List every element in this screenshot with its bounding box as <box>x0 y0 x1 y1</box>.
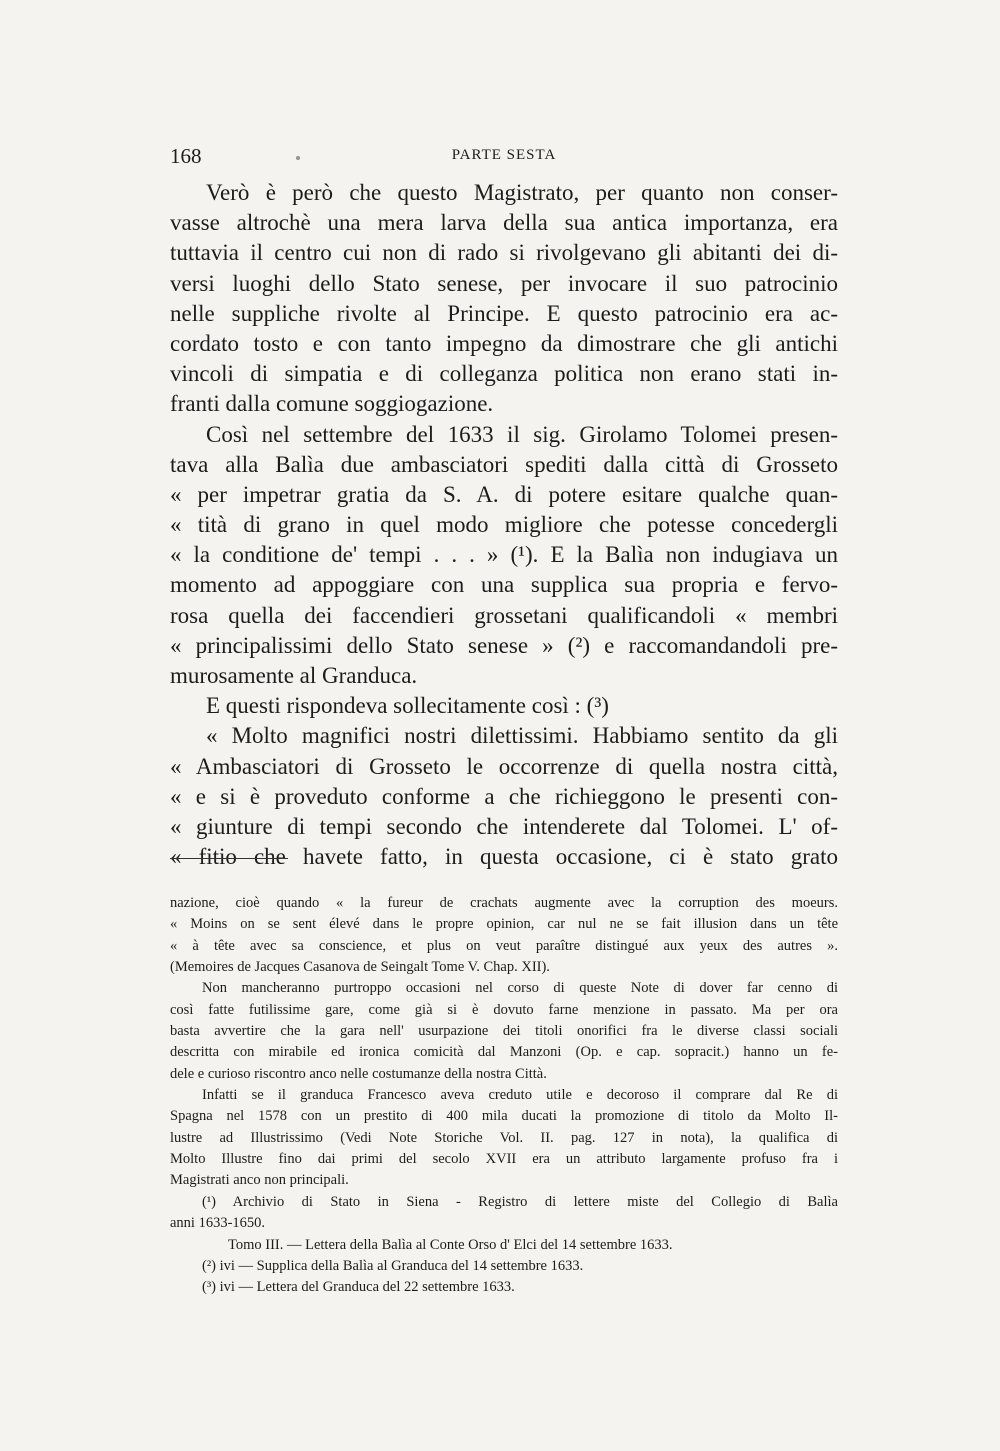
text-line: Verò è però che questo Magistrato, per quanto non conser- <box>206 180 838 205</box>
footnote-line: così fatte futilissime gare, come già si è dovuto farne menzione in passato. Ma per ora <box>170 1001 838 1018</box>
text-line: rosa quella dei faccendieri grossetani qualificandoli « membri <box>170 602 838 628</box>
footnote-line: « à tête avec sa conscience, et plus on veut paraître distingué aux yeux des autres ». <box>170 937 838 954</box>
footnotes <box>170 893 838 1299</box>
footnote-line: Magistrati anco non principali. <box>170 1172 349 1189</box>
footnote-line: (²) ivi — Supplica della Balìa al Granduca del 14 settembre 1633. <box>202 1257 584 1274</box>
footnote-line: Spagna nel 1578 con un prestito di 400 mila ducati la promozione di titolo da Molto Il- <box>170 1108 838 1125</box>
text-line: E questi rispondeva sollecitamente così : (³) <box>206 693 609 719</box>
text-line: « Molto magnifici nostri dilettissimi. Habbiamo sentito da gli <box>206 723 838 749</box>
footnote-line: (³) ivi — Lettera del Granduca del 22 settembre 1633. <box>202 1279 515 1296</box>
text-line: Così nel settembre del 1633 il sig. Girolamo Tolomei presen- <box>206 421 838 447</box>
footnote-line: (¹) Archivio di Stato in Siena - Registro di lettere miste del Collegio di Balìa <box>202 1193 838 1210</box>
page-number: 168 <box>170 144 202 168</box>
footnote-line: Infatti se il granduca Francesco aveva creduto utile e decoroso il comprare dal Re di <box>202 1087 838 1104</box>
footnote-line: Molto Illustre fino dai primi del secolo XVII era un attributo largamente profuso fra i <box>170 1151 838 1168</box>
text-line: tava alla Balìa due ambasciatori spediti dalla città di Grosseto <box>170 451 838 477</box>
text-line: « fitio che havete fatto, in questa occasione, ci è stato grato <box>170 844 838 870</box>
text-line: nelle suppliche rivolte al Principe. E questo patrocinio era ac- <box>170 300 838 326</box>
footnote-line: lustre ad Illustrissimo (Vedi Note Storiche Vol. II. pag. 127 in nota), la qualifica di <box>170 1129 838 1146</box>
footnote-rule <box>170 858 288 859</box>
text-line: « Ambasciatori di Grosseto le occorrenze di quella nostra città, <box>170 753 838 779</box>
text-line: « la conditione de' tempi . . . » (¹). E la Balìa non indugiava un <box>170 542 838 568</box>
text-line: cordato tosto e con tanto impegno da dimostrare che gli antichi <box>170 330 838 356</box>
text-line: vasse altrochè una mera larva della sua antica importanza, era <box>170 210 838 236</box>
text-line: « giunture di tempi secondo che intenderete dal Tolomei. L' of- <box>170 813 838 839</box>
text-line: momento ad appoggiare con una supplica sua propria e fervo- <box>170 572 838 598</box>
footnote-line: anni 1633-1650. <box>170 1215 266 1232</box>
text-line: franti dalla comune soggiogazione. <box>170 391 494 417</box>
footnote-line: Tomo III. — Lettera della Balìa al Conte Orso d' Elci del 14 settembre 1633. <box>228 1236 673 1253</box>
footnote-line: Non mancheranno purtroppo occasioni nel corso di queste Note di dover far cenno di <box>202 980 838 997</box>
running-head: PARTE SESTA <box>451 147 557 163</box>
text-line: tuttavia il centro cui non di rado si rivolgevano gli abitanti dei di- <box>170 240 838 266</box>
text-line: murosamente al Granduca. <box>170 663 418 688</box>
text-line: « e si è proveduto conforme a che richieggono le presenti con- <box>170 783 838 809</box>
text-line: « tità di grano in quel modo migliore che potesse concedergli <box>170 512 838 538</box>
print-speck <box>296 156 300 160</box>
footnote-line: « Moins on se sent élevé dans le propre opinion, car nul ne se fait illusion dans un tête <box>170 916 838 933</box>
footnote-line: descritta con mirabile ed ironica comicità dal Manzoni (Op. e cap. sopracit.) hanno un fe- <box>170 1044 838 1061</box>
page-header <box>170 144 838 174</box>
main-text <box>170 178 838 872</box>
footnote-line: nazione, cioè quando « la fureur de crachats augmente avec la corruption des moeurs. <box>170 895 838 911</box>
text-line: vincoli di simpatia e di colleganza politica non erano stati in- <box>170 361 838 387</box>
footnote-line: basta avvertire che la gara nell' usurpazione dei titoli onorifici fra le diverse classi sociali <box>170 1023 838 1040</box>
text-line: versi luoghi dello Stato senese, per invocare il suo patrocinio <box>170 270 838 296</box>
footnote-line: dele e curioso riscontro anco nelle costumanze della nostra Città. <box>170 1065 547 1082</box>
footnote-line: (Memoires de Jacques Casanova de Seingalt Tome V. Chap. XII). <box>170 959 550 976</box>
text-line: « per impetrar gratia da S. A. di potere esitare qualche quan- <box>170 481 838 507</box>
text-line: « principalissimi dello Stato senese » (²) e raccomandandoli pre- <box>170 632 838 658</box>
